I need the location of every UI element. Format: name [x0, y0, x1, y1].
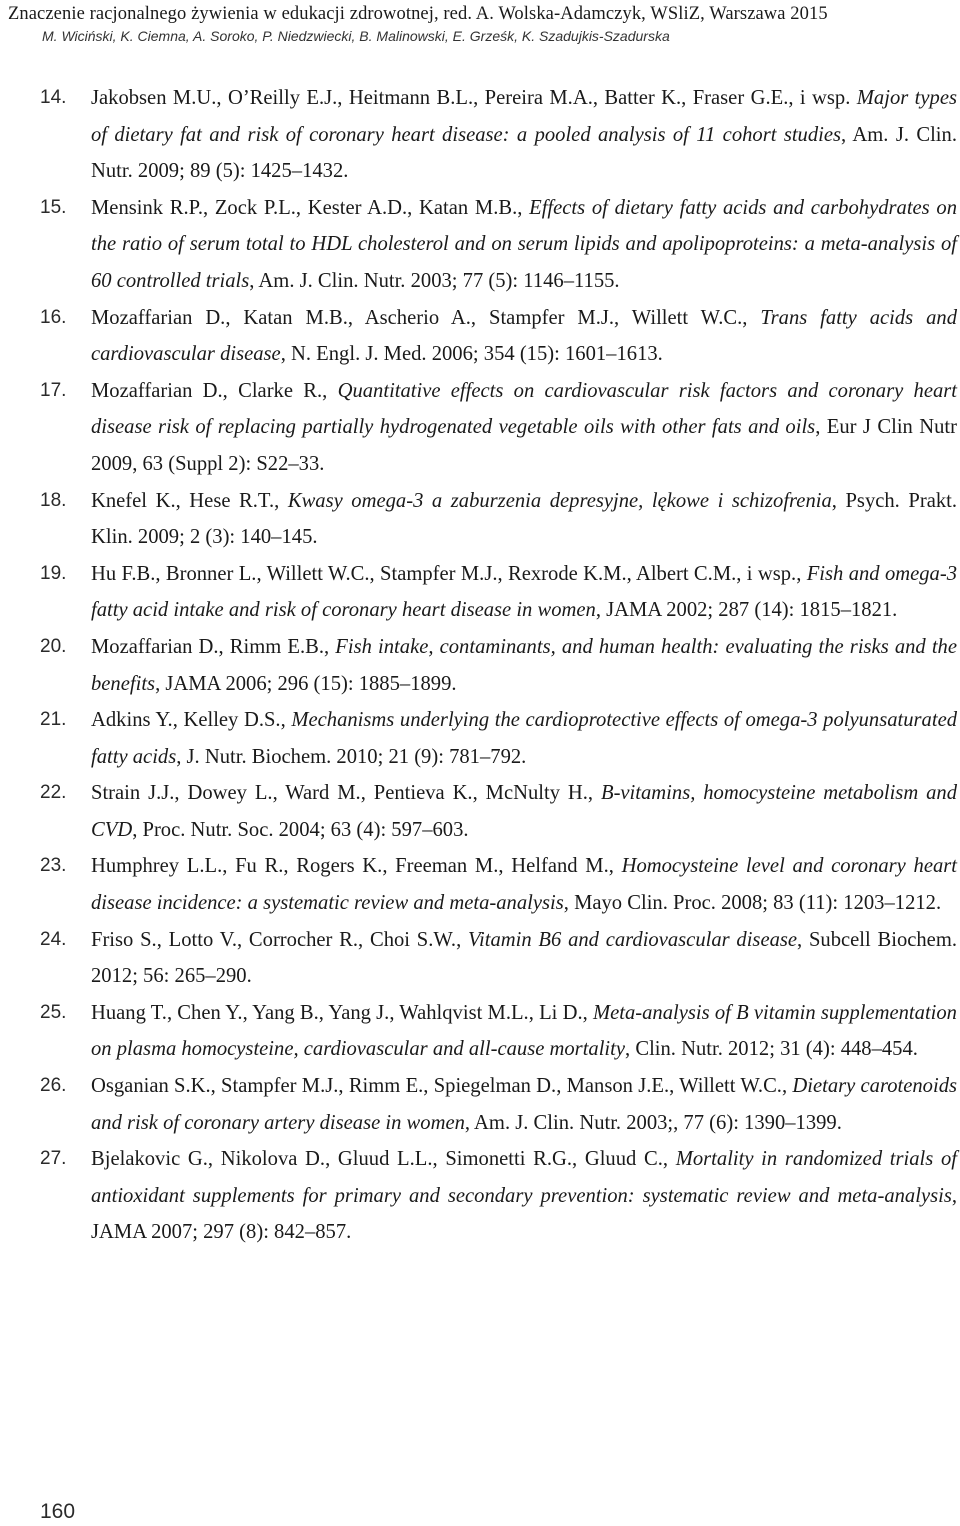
reference-item [0, 483, 960, 556]
reference-text [91, 80, 957, 190]
reference-text [91, 702, 957, 775]
reference-source: , Proc. Nutr. Soc. 2004; 63 (4): 597–603. [132, 818, 469, 841]
reference-authors: Friso S., Lotto V., Corrocher R., Choi S.W., [91, 928, 462, 951]
reference-number: 17. [40, 379, 67, 401]
reference-authors: Adkins Y., Kelley D.S., [91, 709, 286, 732]
reference-source: , Clin. Nutr. 2012; 31 (4): 448–454. [625, 1038, 918, 1061]
reference-authors: Jakobsen M.U., O’Reilly E.J., Heitmann B.L., Pereira M.A., Batter K., Fraser G.E., i wsp. [91, 87, 851, 109]
reference-source: , Am. J. Clin. Nutr. 2009; 89 (5): 1425–1432. [91, 123, 957, 183]
reference-item [0, 300, 960, 373]
reference-item [0, 848, 960, 921]
reference-number: 23. [40, 855, 67, 877]
reference-number: 25. [40, 1001, 67, 1023]
reference-text [91, 556, 957, 629]
reference-source: , N. Engl. J. Med. 2006; 354 (15): 1601–1613. [280, 343, 663, 366]
reference-title: Mortality in randomized trials of antioxidant supplements for primary and secondary prevention: systematic review and meta-analysis [91, 1148, 957, 1207]
reference-text [91, 922, 957, 995]
reference-authors: Osganian S.K., Stampfer M.J., Rimm E., Spiegelman D., Manson J.E., Willett W.C., [91, 1075, 788, 1098]
reference-number: 19. [40, 562, 67, 584]
reference-source: , JAMA 2006; 296 (15): 1885–1899. [155, 672, 457, 695]
reference-title: Homocysteine level and coronary heart disease incidence: a systematic review and meta-analysis [91, 855, 957, 915]
reference-title: Vitamin B6 and cardiovascular disease [467, 928, 798, 951]
reference-number: 24. [40, 928, 67, 950]
reference-text [91, 483, 957, 556]
reference-number: 21. [40, 709, 67, 731]
reference-list [0, 80, 960, 1251]
reference-title: Fish and omega-3 fatty acid intake and risk of coronary heart disease in women [91, 562, 957, 622]
reference-authors: Humphrey L.L., Fu R., Rogers K., Freeman M., Helfand M., [91, 855, 614, 878]
reference-source: , Eur J Clin Nutr 2009, 63 (Suppl 2): S22–33. [91, 416, 958, 475]
reference-source: , JAMA 2002; 287 (14): 1815–1821. [595, 599, 898, 622]
reference-item [0, 1068, 960, 1141]
reference-source: , Psych. Prakt. Klin. 2009; 2 (3): 140–145. [91, 489, 958, 549]
reference-item [0, 556, 960, 629]
reference-text [91, 629, 957, 702]
reference-number: 22. [40, 782, 67, 804]
reference-item [0, 373, 960, 483]
reference-title: Dietary carotenoids and risk of coronary artery disease in women [91, 1075, 958, 1134]
chapter-authors: M. Wiciński, K. Ciemna, A. Soroko, P. Niedzwiecki, B. Malinowski, E. Grześk, K. Szadujkis-Szadurska [42, 28, 670, 44]
reference-authors: Huang T., Chen Y., Yang B., Yang J., Wahlqvist M.L., Li D., [91, 1001, 588, 1024]
reference-item [0, 922, 960, 995]
reference-item [0, 995, 960, 1068]
reference-number: 26. [40, 1075, 67, 1097]
running-header [8, 2, 828, 46]
page-number: 160 [40, 1500, 76, 1523]
reference-authors: Mensink R.P., Zock P.L., Kester A.D., Katan M.B., [91, 196, 523, 219]
book-title: Znaczenie racjonalnego żywienia w edukacji zdrowotnej, red. A. Wolska-Adamczyk, WSliZ, Warszawa 2015 [8, 4, 828, 24]
reference-authors: Hu F.B., Bronner L., Willett W.C., Stampfer M.J., Rexrode K.M., Albert C.M., i wsp., [91, 562, 802, 585]
reference-item [0, 1141, 960, 1251]
reference-number: 16. [40, 306, 67, 328]
reference-title: Trans fatty acids and cardiovascular disease [91, 306, 957, 366]
reference-title: Quantitative effects on cardiovascular risk factors and coronary heart disease risk of replacing partially hydrogenated vegetable oils with other fats and oils [91, 379, 957, 439]
reference-title: B-vitamins, homocysteine metabolism and CVD [91, 782, 957, 841]
reference-authors: Bjelakovic G., Nikolova D., Gluud L.L., Simonetti R.G., Gluud C., [91, 1148, 669, 1171]
reference-title: Meta-analysis of B vitamin supplementation on plasma homocysteine, cardiovascular and all-cause mortality [91, 1001, 957, 1061]
reference-source: , Am. J. Clin. Nutr. 2003;, 77 (6): 1390–1399. [464, 1111, 842, 1134]
reference-item [0, 80, 960, 190]
reference-text [91, 775, 957, 848]
reference-number: 15. [40, 196, 67, 218]
reference-text [91, 1068, 957, 1141]
reference-item [0, 702, 960, 775]
reference-source: , Am. J. Clin. Nutr. 2003; 77 (5): 1146–1155. [249, 269, 620, 292]
reference-text [91, 373, 957, 483]
reference-item [0, 629, 960, 702]
reference-authors: Mozaffarian D., Katan M.B., Ascherio A., Stampfer M.J., Willett W.C., [91, 306, 748, 329]
reference-source: , Subcell Biochem. 2012; 56: 265–290. [91, 928, 957, 988]
reference-title: Mechanisms underlying the cardioprotective effects of omega-3 polyunsaturated fatty acids [91, 709, 958, 768]
reference-title: Fish intake, contaminants, and human health: evaluating the risks and the benefits [91, 635, 957, 695]
reference-text [91, 1141, 957, 1251]
reference-authors: Mozaffarian D., Clarke R., [91, 379, 328, 402]
reference-authors: Mozaffarian D., Rimm E.B., [91, 635, 330, 658]
reference-text [91, 300, 957, 373]
reference-source: , Mayo Clin. Proc. 2008; 83 (11): 1203–1212. [563, 892, 942, 915]
reference-source: , JAMA 2007; 297 (8): 842–857. [91, 1184, 957, 1244]
reference-title: Effects of dietary fatty acids and carbohydrates on the ratio of serum total to HDL cholesterol and on serum lipids and apolipoproteins: a meta-analysis of 60 controlled trials [91, 196, 957, 292]
reference-title: Kwasy omega-3 a zaburzenia depresyjne, lękowe i schizofrenia [287, 489, 832, 512]
reference-source: , J. Nutr. Biochem. 2010; 21 (9): 781–792. [176, 745, 527, 768]
reference-title: Major types of dietary fat and risk of coronary heart disease: a pooled analysis of 11 cohort studies [91, 87, 957, 146]
reference-authors: Knefel K., Hese R.T., [91, 489, 280, 512]
reference-text [91, 995, 957, 1068]
reference-text [91, 848, 957, 921]
reference-number: 20. [40, 635, 67, 657]
reference-text [91, 190, 957, 300]
reference-item [0, 775, 960, 848]
reference-number: 27. [40, 1148, 67, 1170]
reference-number: 14. [40, 87, 67, 108]
reference-item [0, 190, 960, 300]
reference-authors: Strain J.J., Dowey L., Ward M., Pentieva K., McNulty H., [91, 782, 594, 805]
reference-number: 18. [40, 489, 67, 511]
